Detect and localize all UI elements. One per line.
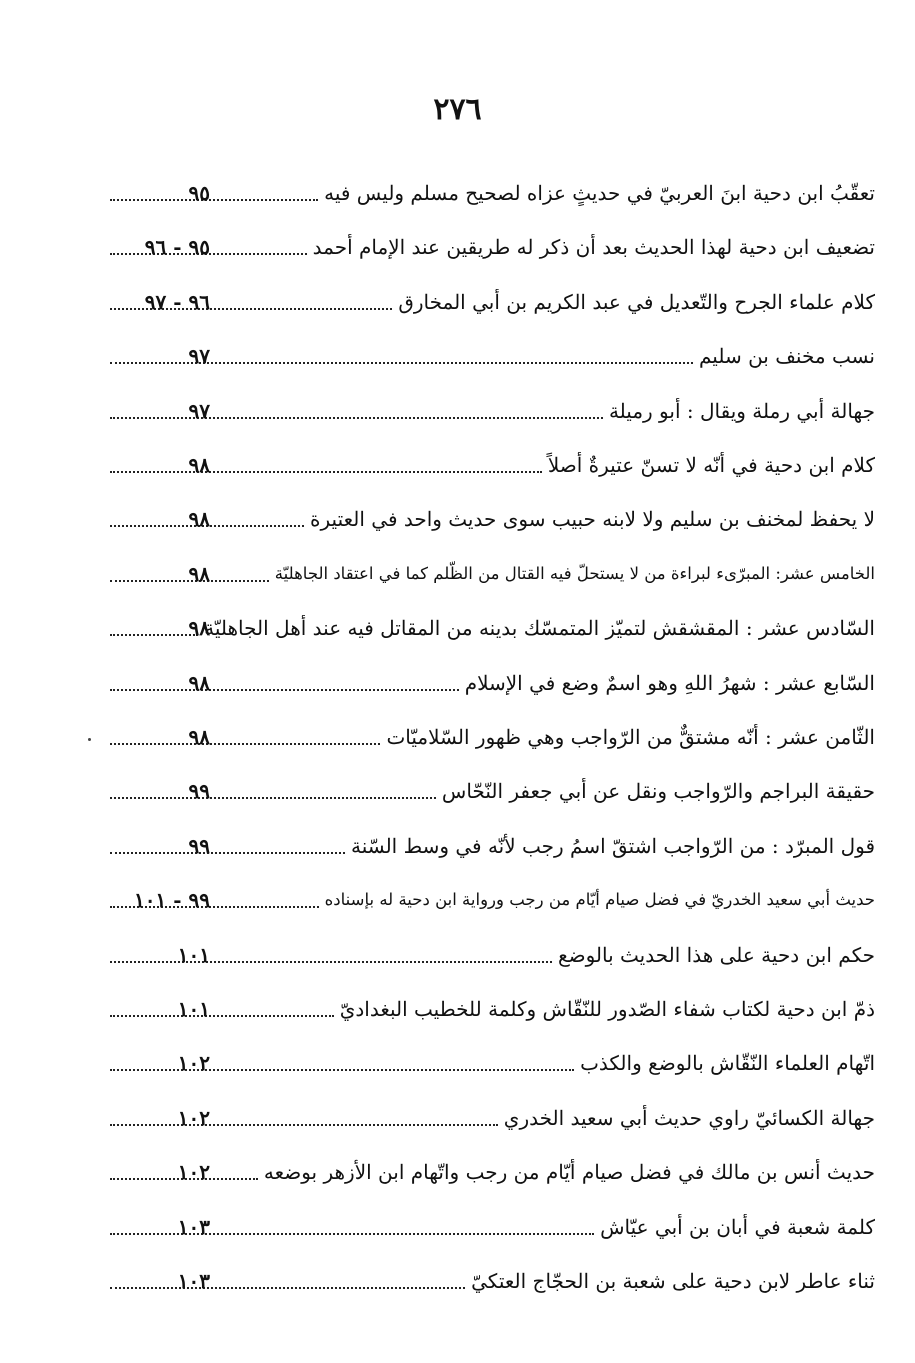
entry-page-number: ٩٦ - ٩٧ (144, 289, 210, 314)
toc-entry (100, 710, 875, 750)
entry-title: ثناء عاطر لابن دحية على شعبة بن الحجّاج العتكيّ (471, 1269, 875, 1293)
entry-page-number: ٩٨ (188, 507, 210, 532)
toc-entry (100, 601, 875, 641)
toc-entry (100, 220, 875, 260)
toc-entry (100, 329, 875, 369)
entry-page-number: ٩٨ (188, 670, 210, 695)
entry-title: السّادس عشر : المقشقش لتميّز المتمسّك بدينه من المقاتل فيه عند أهل الجاهليّة (204, 616, 875, 641)
toc-entry (100, 1200, 875, 1240)
entry-title: الثّامن عشر : أنّه مشتقٌّ من الرّواجب وهي ظهور السّلاميّات (386, 725, 875, 749)
toc-entry (100, 982, 875, 1022)
entry-page-number: ٩٧ (188, 398, 210, 423)
entry-title: كلام علماء الجرح والتّعديل في عبد الكريم بن أبي المخارق (398, 289, 875, 314)
entry-title: قول المبرّد : من الرّواجب اشتقّ اسمُ رجب لأنّه في وسط السّنة (350, 833, 875, 858)
entry-page-number: ٩٥ (188, 181, 210, 205)
entry-title: نسب مخنف بن سليم (699, 344, 875, 369)
entry-title: لا يحفظ لمخنف بن سليم ولا لابنه حبيب سوى حديث واحد في العتيرة (310, 507, 875, 532)
entry-title: كلام ابن دحية في أنّه لا تسنّ عتيرةٌ أصلاً (547, 453, 875, 477)
toc-entry (100, 547, 875, 587)
toc-entry (100, 764, 875, 804)
toc-entry (100, 275, 875, 315)
entry-title: حقيقة البراجم والرّواجب ونقل عن أبي جعفر النّحّاس (441, 779, 875, 804)
entry-title: حديث أنس بن مالك في فضل صيام أيّام من رجب واتّهام ابن الأزهر بوضعه (263, 1160, 875, 1185)
entry-page-number: ١٠٣ (177, 1269, 210, 1293)
entry-page-number: ١٠٢ (177, 1105, 210, 1130)
toc-entry (100, 492, 875, 532)
toc-entry (100, 1254, 875, 1294)
entry-title: حديث أبي سعيد الخدريّ في فضل صيام أيّام من رجب ورواية ابن دحية له بإسناده (324, 890, 875, 910)
entry-page-number: ٩٩ (188, 779, 210, 804)
toc-entry (100, 384, 875, 424)
entry-title: تضعيف ابن دحية لهذا الحديث بعد أن ذكر له طريقين عند الإمام أحمد (312, 235, 875, 260)
entry-page-number: ٩٨ (188, 725, 210, 749)
margin-mark (88, 738, 91, 741)
entry-page-number: ١٠١ (177, 997, 210, 1021)
entry-title: كلمة شعبة في أبان بن أبي عيّاش (600, 1214, 875, 1239)
entry-page-number: ١٠٢ (177, 1051, 210, 1076)
entry-title: جهالة أبي رملة ويقال : أبو رميلة (608, 398, 875, 423)
entry-page-number: ٩٧ (188, 344, 210, 369)
toc-entry (100, 438, 875, 478)
entry-title: ذمّ ابن دحية لكتاب شفاء الصّدور للنّقّاش وكلمة للخطيب البغداديّ (339, 997, 875, 1021)
entry-page-number: ٩٩ - ١٠١ (134, 888, 210, 913)
entry-page-number: ١٠٣ (177, 1214, 210, 1239)
entry-page-number: ٩٨ (188, 561, 210, 586)
entry-title: الخامس عشر: المبرّىء لبراءة من لا يستحلّ فيه القتال من الظّلم كما في اعتقاد الجاهليّة (274, 563, 875, 583)
entry-title: جهالة الكسائيّ راوي حديث أبي سعيد الخدري (503, 1105, 875, 1130)
toc-entry (100, 873, 875, 913)
entry-title: السّابع عشر : شهرُ اللهِ وهو اسمٌ وضع في الإسلام (464, 670, 875, 695)
toc-entry (100, 819, 875, 859)
toc-entry (100, 1036, 875, 1076)
entry-title: تعقّبُ ابنِ دحية ابنَ العربيّ في حديثٍ عزاه لصحيح مسلم وليس فيه (324, 181, 875, 205)
entry-page-number: ١٠١ (177, 942, 210, 967)
entry-page-number: ٩٨ (188, 453, 210, 477)
toc-entry (100, 656, 875, 696)
entry-title: اتّهام العلماء النّقّاش بالوضع والكذب (580, 1051, 875, 1076)
entry-page-number: ١٠٢ (177, 1160, 210, 1185)
page-number: ٢٧٦ (433, 92, 482, 127)
entry-title: حكم ابن دحية على هذا الحديث بالوضع (557, 942, 875, 967)
toc-entry (100, 166, 875, 206)
entry-page-number: ٩٩ (188, 833, 210, 858)
toc-entry (100, 1145, 875, 1185)
entry-page-number: ٩٨ (188, 616, 210, 641)
toc-entry (100, 928, 875, 968)
entry-page-number: ٩٥ - ٩٦ (144, 235, 210, 260)
toc-entry (100, 1091, 875, 1131)
